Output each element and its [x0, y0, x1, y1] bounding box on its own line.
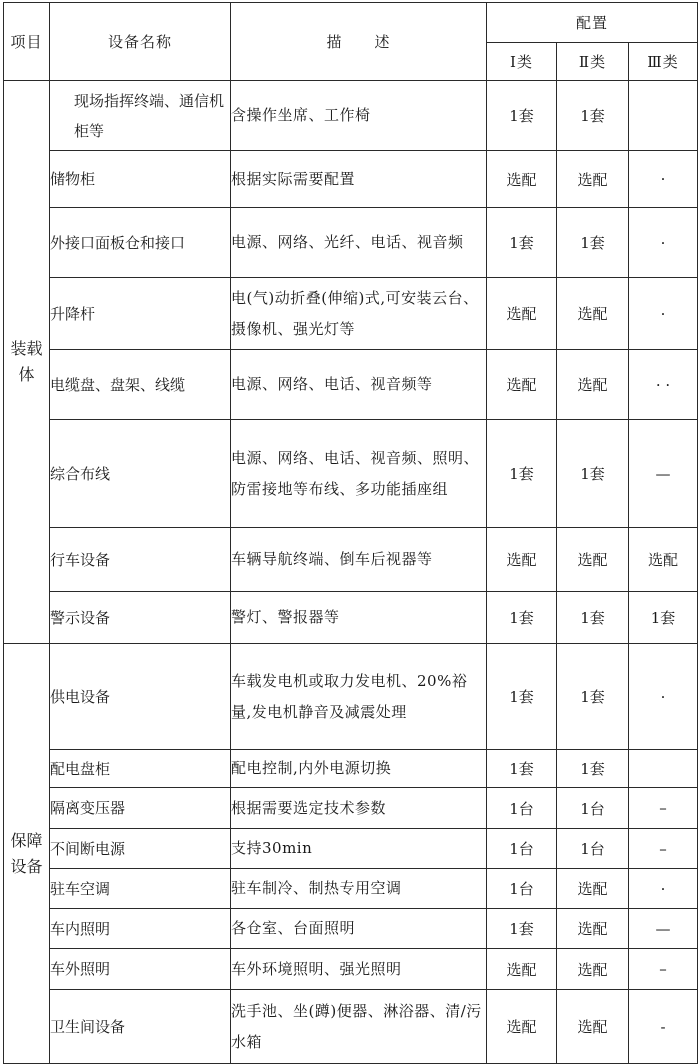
device-name-cell: 驻车空调 — [50, 869, 231, 909]
table-row — [4, 949, 698, 990]
description-cell: 驻车制冷、制热专用空调 — [231, 869, 487, 909]
header-row-1 — [4, 3, 698, 43]
class-3-cell: 选配 — [629, 528, 698, 592]
class-1-cell: 选配 — [487, 990, 557, 1064]
description-cell: 警灯、警报器等 — [231, 592, 487, 644]
table-row — [4, 869, 698, 909]
class-3-cell: 1套 — [629, 592, 698, 644]
description-cell: 配电控制,内外电源切换 — [231, 750, 487, 788]
description-cell: 根据需要选定技术参数 — [231, 788, 487, 829]
class-2-cell: 选配 — [557, 278, 629, 350]
device-name-cell: 储物柜 — [50, 151, 231, 208]
device-name-cell: 供电设备 — [50, 644, 231, 750]
class-1-cell: 选配 — [487, 151, 557, 208]
category-carrier: 装载体 — [4, 81, 50, 644]
class-1-cell: 1台 — [487, 788, 557, 829]
class-3-cell: · · — [629, 350, 698, 420]
class-2-cell: 选配 — [557, 528, 629, 592]
table-row — [4, 750, 698, 788]
device-name-cell: 外接口面板仓和接口 — [50, 208, 231, 278]
table-row — [4, 644, 698, 750]
table-row — [4, 151, 698, 208]
category-support: 保障设备 — [4, 644, 50, 1064]
class-1-cell: 1套 — [487, 750, 557, 788]
class-3-cell: · — [629, 151, 698, 208]
class-2-cell: 1套 — [557, 81, 629, 151]
device-name-cell: 配电盘柜 — [50, 750, 231, 788]
class-3-cell: – — [629, 829, 698, 869]
class-1-cell: 1套 — [487, 420, 557, 528]
description-cell: 电源、网络、电话、视音频等 — [231, 350, 487, 420]
class-1-cell: 选配 — [487, 949, 557, 990]
description-cell: 电源、网络、电话、视音频、照明、防雷接地等布线、多功能插座组 — [231, 420, 487, 528]
class-2-cell: 1套 — [557, 750, 629, 788]
device-name-cell: 警示设备 — [50, 592, 231, 644]
description-cell: 车辆导航终端、倒车后视器等 — [231, 528, 487, 592]
header-device-name: 设备名称 — [50, 3, 231, 81]
table-row — [4, 990, 698, 1064]
header-class-1: Ⅰ类 — [487, 43, 557, 81]
table-row — [4, 909, 698, 949]
class-3-cell: — — [629, 420, 698, 528]
header-item: 项目 — [4, 3, 50, 81]
header-class-2: Ⅱ类 — [557, 43, 629, 81]
class-3-cell — [629, 750, 698, 788]
class-2-cell: 1套 — [557, 208, 629, 278]
table-row — [4, 420, 698, 528]
device-name-cell: 不间断电源 — [50, 829, 231, 869]
description-cell: 电(气)动折叠(伸缩)式,可安装云台、摄像机、强光灯等 — [231, 278, 487, 350]
class-3-cell: — — [629, 909, 698, 949]
device-name-cell: 行车设备 — [50, 528, 231, 592]
description-cell: 车外环境照明、强光照明 — [231, 949, 487, 990]
class-1-cell: 选配 — [487, 528, 557, 592]
header-config: 配置 — [487, 3, 698, 43]
equipment-config-table — [3, 2, 698, 1064]
device-name-cell: 电缆盘、盘架、线缆 — [50, 350, 231, 420]
table-row — [4, 592, 698, 644]
device-name-cell: 升降杆 — [50, 278, 231, 350]
class-2-cell: 选配 — [557, 949, 629, 990]
description-cell: 洗手池、坐(蹲)便器、淋浴器、清/污水箱 — [231, 990, 487, 1064]
table-row — [4, 278, 698, 350]
class-2-cell: 选配 — [557, 151, 629, 208]
table-row — [4, 788, 698, 829]
description-cell: 车载发电机或取力发电机、20%裕量,发电机静音及减震处理 — [231, 644, 487, 750]
device-name-cell: 卫生间设备 — [50, 990, 231, 1064]
class-2-cell: 选配 — [557, 350, 629, 420]
class-1-cell: 1台 — [487, 869, 557, 909]
class-3-cell: · — [629, 869, 698, 909]
table-row — [4, 350, 698, 420]
class-2-cell: 1套 — [557, 592, 629, 644]
class-1-cell: 1套 — [487, 592, 557, 644]
header-description: 描 述 — [231, 3, 487, 81]
table-row — [4, 81, 698, 151]
class-1-cell: 1套 — [487, 208, 557, 278]
device-name-cell: 隔离变压器 — [50, 788, 231, 829]
device-name-cell: 车外照明 — [50, 949, 231, 990]
class-3-cell: · — [629, 644, 698, 750]
class-3-cell: · — [629, 208, 698, 278]
class-1-cell: 1套 — [487, 644, 557, 750]
class-3-cell: – — [629, 949, 698, 990]
description-cell: 根据实际需要配置 — [231, 151, 487, 208]
table-row — [4, 208, 698, 278]
class-1-cell: 1台 — [487, 829, 557, 869]
class-2-cell: 1台 — [557, 788, 629, 829]
description-cell: 含操作坐席、工作椅 — [231, 81, 487, 151]
class-3-cell: – — [629, 788, 698, 829]
description-cell: 各仓室、台面照明 — [231, 909, 487, 949]
class-2-cell: 1台 — [557, 829, 629, 869]
class-1-cell: 选配 — [487, 278, 557, 350]
header-class-3: Ⅲ类 — [629, 43, 698, 81]
table-row — [4, 528, 698, 592]
class-2-cell: 1套 — [557, 420, 629, 528]
table-row — [4, 829, 698, 869]
class-3-cell: · — [629, 278, 698, 350]
class-1-cell: 选配 — [487, 350, 557, 420]
class-2-cell: 选配 — [557, 909, 629, 949]
device-name-cell: 现场指挥终端、通信机柜等 — [50, 81, 231, 151]
class-3-cell: - — [629, 990, 698, 1064]
class-2-cell: 选配 — [557, 869, 629, 909]
class-1-cell: 1套 — [487, 909, 557, 949]
description-cell: 电源、网络、光纤、电话、视音频 — [231, 208, 487, 278]
class-2-cell: 选配 — [557, 990, 629, 1064]
description-cell: 支持30min — [231, 829, 487, 869]
device-name-cell: 车内照明 — [50, 909, 231, 949]
class-1-cell: 1套 — [487, 81, 557, 151]
class-2-cell: 1套 — [557, 644, 629, 750]
device-name-cell: 综合布线 — [50, 420, 231, 528]
class-3-cell — [629, 81, 698, 151]
